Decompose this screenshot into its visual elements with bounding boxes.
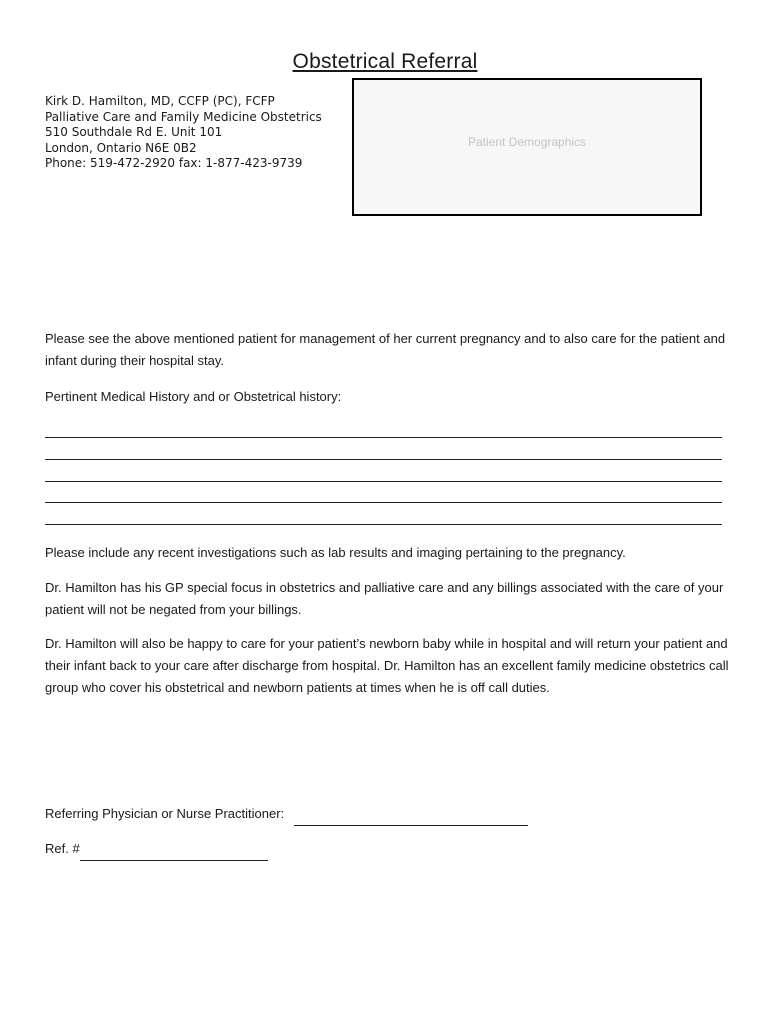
phone-fax: Phone: 519-472-2920 fax: 1-877-423-9739 bbox=[45, 156, 303, 170]
document-title: Obstetrical Referral bbox=[292, 50, 478, 73]
patient-demographics-label: Patient Demographics bbox=[468, 135, 587, 149]
ref-number-field[interactable] bbox=[80, 838, 268, 861]
referring-physician-row bbox=[45, 803, 735, 826]
ref-number-label: Ref. # bbox=[45, 841, 80, 856]
newborn-care-note: Dr. Hamilton will also be happy to care for your patient’s newborn baby while in hospital and will return your patient and their infant back to your care after discharge from hospital. Dr. Hamilton has an excellent family medicine obstetrics call group who cover his obstetrical and newborn patients at times when he is off call duties. bbox=[45, 636, 729, 695]
city-postal: London, Ontario N6E 0B2 bbox=[45, 140, 197, 155]
history-line-3[interactable] bbox=[45, 481, 722, 482]
physician-address-block bbox=[45, 94, 322, 172]
history-label: Pertinent Medical History and or Obstetrical history: bbox=[45, 389, 342, 404]
referring-physician-field[interactable] bbox=[294, 803, 528, 826]
street-address: 510 Southdale Rd E. Unit 101 bbox=[45, 125, 223, 139]
physician-name: Kirk D. Hamilton, MD, CCFP (PC), FCFP bbox=[45, 94, 275, 108]
history-line-4[interactable] bbox=[45, 502, 722, 503]
history-line-5[interactable] bbox=[45, 524, 722, 525]
referral-intro: Please see the above mentioned patient for management of her current pregnancy and to also care for the patient and infant during their hospital stay. bbox=[45, 331, 726, 368]
history-line-1[interactable] bbox=[45, 437, 722, 438]
gp-focus-note: Dr. Hamilton has his GP special focus in obstetrics and palliative care and any billings associated with the care of your patient will not be negated from your billings. bbox=[45, 580, 724, 617]
ref-number-row bbox=[45, 838, 735, 861]
referring-physician-label: Referring Physician or Nurse Practitioner: bbox=[45, 806, 285, 821]
history-line-2[interactable] bbox=[45, 459, 722, 460]
patient-demographics-box[interactable] bbox=[352, 78, 702, 216]
investigations-note: Please include any recent investigations such as lab results and imaging pertaining to the pregnancy. bbox=[45, 545, 626, 560]
physician-specialty: Palliative Care and Family Medicine Obstetrics bbox=[45, 109, 322, 124]
